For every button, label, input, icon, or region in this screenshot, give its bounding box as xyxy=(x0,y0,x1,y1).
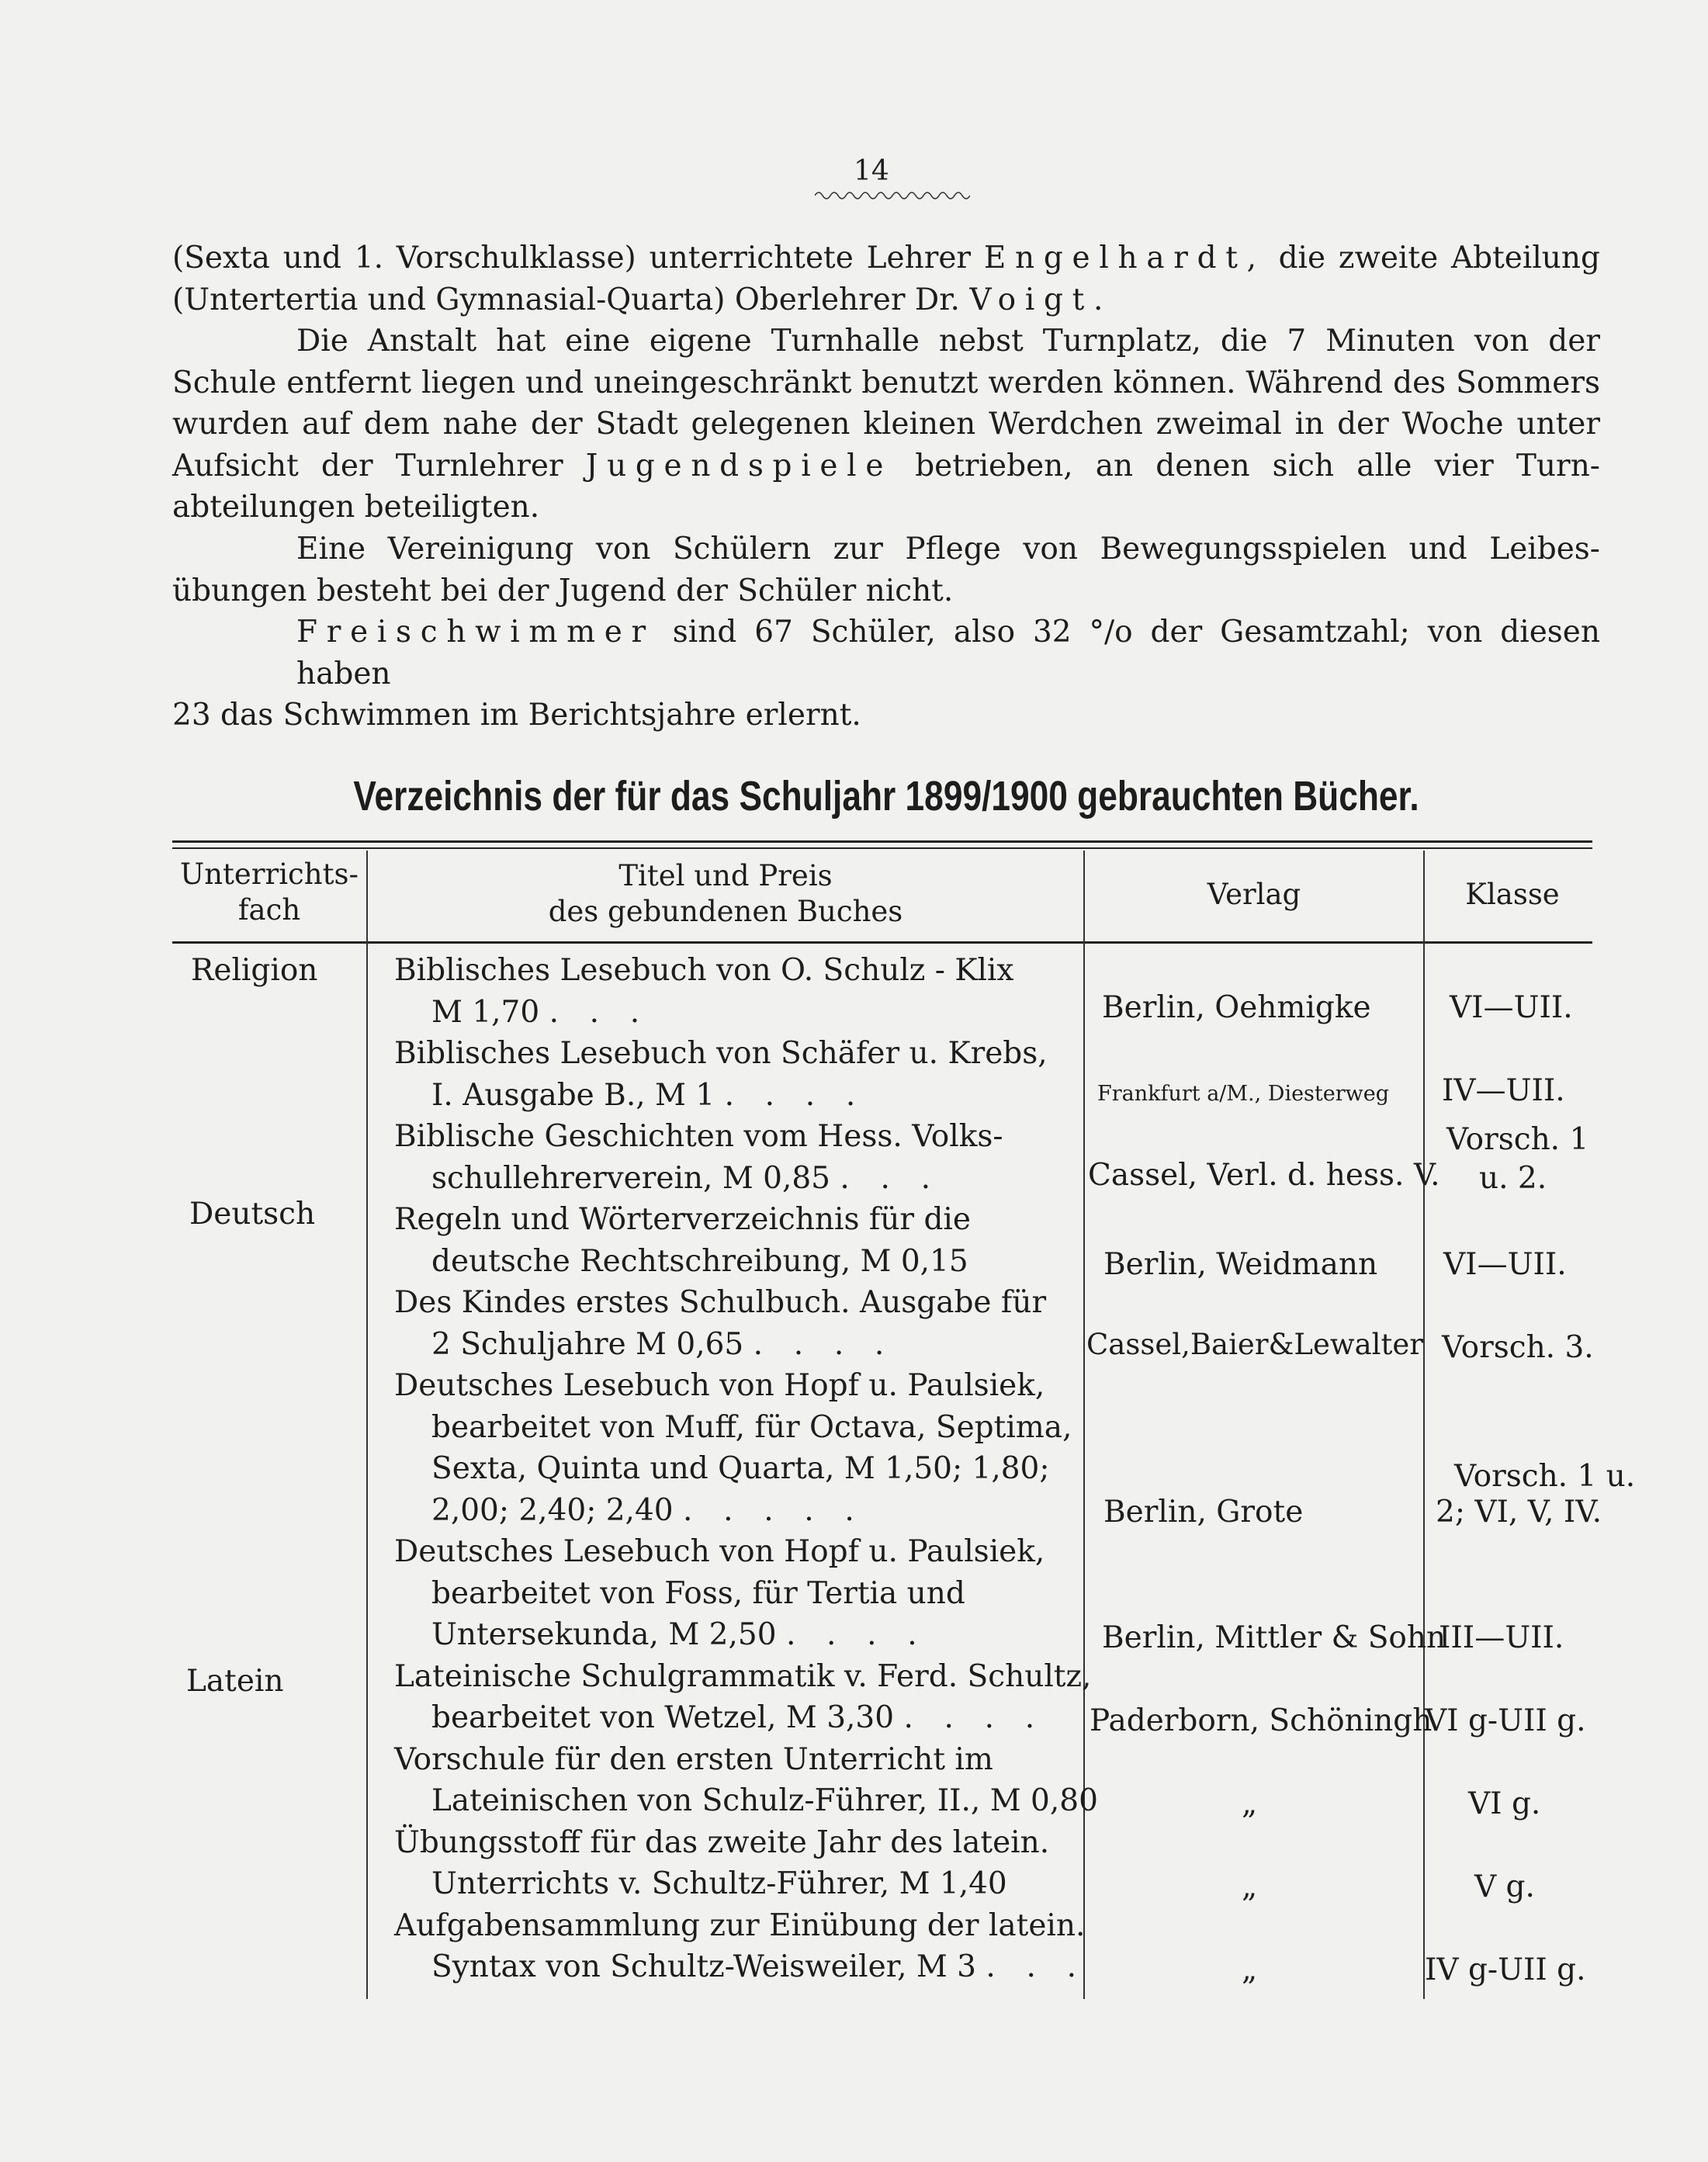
title-line: 2,00; 2,40; 2,40 . . . . . xyxy=(431,1493,865,1528)
title-line: schullehrerverein, M 0,85 . . . xyxy=(431,1161,941,1196)
klasse-cell: Vorsch. 1 u. xyxy=(1454,1459,1636,1494)
text-line: 23 das Schwimmen im Berichtsjahre erlernt. xyxy=(172,698,861,733)
text-line: übungen besteht bei der Jugend der Schüler nicht. xyxy=(172,573,954,608)
verlag-cell: Paderborn, Schöningh xyxy=(1090,1703,1433,1738)
verlag-cell: Berlin, Grote xyxy=(1103,1495,1304,1530)
verlag-cell: Berlin, Oehmigke xyxy=(1102,990,1371,1025)
title-line: Lateinische Schulgrammatik v. Ferd. Schultz, xyxy=(394,1659,1092,1694)
verlag-cell: Berlin, Mittler & Sohn xyxy=(1102,1620,1446,1655)
dot-leader: . . . . xyxy=(724,1078,866,1113)
klasse-cell: Vorsch. 3. xyxy=(1442,1330,1594,1365)
title-line: Des Kindes erstes Schulbuch. Ausgabe für xyxy=(394,1285,1047,1320)
klasse-cell: IV g-UII g. xyxy=(1425,1952,1586,1987)
dot-leader: . . . xyxy=(840,1161,941,1196)
subject-deutsch: Deutsch xyxy=(189,1197,316,1232)
title-line: Biblisches Lesebuch von Schäfer u. Krebs, xyxy=(394,1036,1048,1071)
verlag-ditto: „ xyxy=(1242,1869,1258,1904)
column-divider xyxy=(366,851,368,1999)
name-voigt: Voigt. xyxy=(969,282,1113,317)
title-line: Untersekunda, M 2,50 . . . . xyxy=(431,1617,928,1652)
section-heading: Verzeichnis der für das Schuljahr 1899/1900 gebrauchten Bücher. xyxy=(353,773,1419,819)
freischwimmer-paragraph xyxy=(172,612,1600,736)
text-line: Freischwimmer sind 67 Schüler, also 32 °/o der Gesamtzahl; von diesen haben xyxy=(296,615,1600,691)
term-freischwimmer: Freischwimmer xyxy=(296,615,655,650)
klasse-cell: 2; VI, V, IV. xyxy=(1436,1495,1602,1530)
dot-leader: . . . . xyxy=(785,1617,928,1652)
dot-leader: . . . . xyxy=(753,1327,895,1362)
title-line: Syntax von Schultz-Weisweiler, M 3 . . . xyxy=(431,1949,1087,1984)
dot-leader: . . . . . xyxy=(683,1493,865,1528)
text-line: Die Anstalt hat eine eigene Turnhalle nebst Turnplatz, die 7 Minuten von der xyxy=(296,324,1600,359)
title-line: Regeln und Wörterverzeichnis für die xyxy=(394,1202,971,1237)
verlag-cell: Berlin, Weidmann xyxy=(1103,1247,1378,1282)
header-verlag: Verlag xyxy=(1207,878,1301,911)
verlag-cell: Cassel,Baier&Lewalter xyxy=(1086,1328,1423,1361)
ornament-squiggle xyxy=(815,188,970,203)
intro-paragraph xyxy=(172,237,1600,320)
title-line: Biblisches Lesebuch von O. Schulz - Klix xyxy=(394,953,1014,988)
dot-leader: . . . . xyxy=(903,1700,1045,1735)
text-line: (Untertertia und Gymnasial-Quarta) Oberlehrer Dr. Voigt. xyxy=(172,282,1113,317)
klasse-cell: VI g-UII g. xyxy=(1425,1703,1586,1738)
title-line: M 1,70 . . . xyxy=(431,995,650,1030)
klasse-cell: VI g. xyxy=(1468,1786,1541,1821)
table-header-rule xyxy=(172,941,1592,944)
page-number: 14 xyxy=(854,155,889,187)
title-line: Unterrichts v. Schultz-Führer, M 1,40 xyxy=(431,1866,1007,1901)
header-klasse: Klasse xyxy=(1465,878,1560,911)
text-line: wurden auf dem nahe der Stadt gelegenen kleinen Werdchen zweimal in der Woche unter xyxy=(172,407,1600,442)
subject-religion: Religion xyxy=(191,953,318,988)
subject-latein: Latein xyxy=(186,1664,284,1699)
title-line: Biblische Geschichten vom Hess. Volks- xyxy=(394,1119,1003,1154)
title-line: 2 Schuljahre M 0,65 . . . . xyxy=(431,1327,895,1362)
klasse-cell: V g. xyxy=(1474,1869,1535,1904)
text-line: (Sexta und 1. Vorschulklasse) unterrichtete Lehrer Engelhardt, die zweite Abteilung xyxy=(172,241,1600,275)
text-line: Aufsicht der Turnlehrer Jugendspiele betrieben, an denen sich alle vier Turn- xyxy=(172,448,1600,483)
title-line: bearbeitet von Wetzel, M 3,30 . . . . xyxy=(431,1700,1045,1735)
term-jugendspiele: Jugendspiele xyxy=(585,448,893,483)
klasse-cell: u. 2. xyxy=(1479,1161,1547,1196)
text-line: abteilungen beteiligten. xyxy=(172,490,540,525)
verlag-ditto: „ xyxy=(1242,1786,1258,1821)
klasse-cell: VI—UII. xyxy=(1450,990,1573,1025)
vereinigung-paragraph xyxy=(172,528,1600,612)
name-engelhardt: Engelhardt, xyxy=(983,241,1266,275)
dot-leader: . . . xyxy=(986,1949,1087,1984)
title-line: Lateinischen von Schulz-Führer, II., M 0,80 xyxy=(431,1783,1098,1818)
title-line: Sexta, Quinta und Quarta, M 1,50; 1,80; xyxy=(431,1451,1050,1486)
title-line: bearbeitet von Foss, für Tertia und xyxy=(431,1576,965,1611)
header-titel: Titel und Preis des gebundenen Buches xyxy=(548,859,903,928)
text-line: Eine Vereinigung von Schülern zur Pflege von Bewegungsspielen und Leibes- xyxy=(296,532,1600,566)
title-line: Vorschule für den ersten Unterricht im xyxy=(394,1742,993,1777)
title-line: deutsche Rechtschreibung, M 0,15 xyxy=(431,1244,968,1279)
klasse-cell: VI—UII. xyxy=(1443,1247,1567,1282)
title-line: I. Ausgabe B., M 1 . . . . xyxy=(431,1078,866,1113)
title-line: bearbeitet von Muff, für Octava, Septima, xyxy=(431,1410,1072,1445)
klasse-cell: Vorsch. 1 xyxy=(1446,1122,1589,1157)
verlag-ditto: „ xyxy=(1242,1952,1258,1987)
table-top-rule-thin xyxy=(172,847,1592,849)
title-line: Aufgabensammlung zur Einübung der latein. xyxy=(394,1908,1086,1943)
title-line: Deutsches Lesebuch von Hopf u. Paulsiek, xyxy=(394,1368,1045,1403)
dot-leader: . . . xyxy=(549,995,650,1030)
header-fach: Unterrichts- fach xyxy=(180,858,359,927)
table-top-rule xyxy=(172,840,1592,843)
column-divider xyxy=(1083,851,1085,1999)
verlag-cell: Frankfurt a/M., Diesterweg xyxy=(1097,1082,1390,1106)
turnhalle-paragraph xyxy=(172,320,1600,528)
title-line: Deutsches Lesebuch von Hopf u. Paulsiek, xyxy=(394,1534,1045,1569)
text-line: Schule entfernt liegen und uneingeschränkt benutzt werden können. Während des Sommers xyxy=(172,365,1600,400)
column-divider xyxy=(1423,851,1425,1999)
verlag-cell: Cassel, Verl. d. hess. V. xyxy=(1088,1158,1440,1193)
title-line: Übungsstoff für das zweite Jahr des latein. xyxy=(394,1825,1050,1860)
klasse-cell: IV—UII. xyxy=(1442,1073,1565,1108)
klasse-cell: III—UII. xyxy=(1439,1620,1564,1655)
